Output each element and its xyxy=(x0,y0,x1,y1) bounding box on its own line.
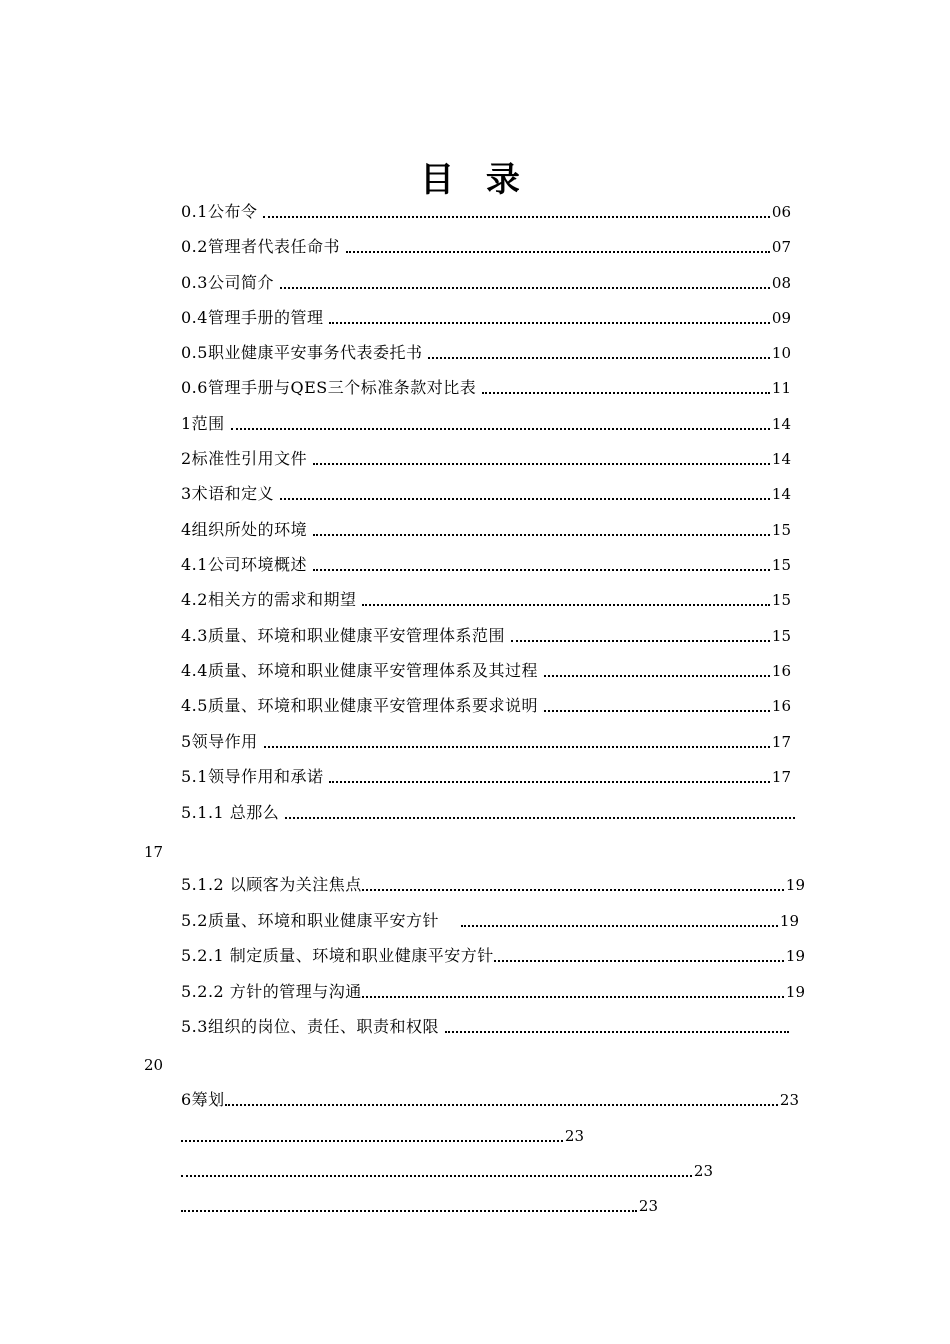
toc-entry-page: 09 xyxy=(771,309,791,327)
toc-entry[interactable] xyxy=(181,1088,799,1112)
dot-leader xyxy=(544,700,770,712)
toc-entry-label: 4.3质量、环境和职业健康平安管理体系范围 xyxy=(181,626,505,645)
toc-entry-label: 5领导作用 xyxy=(181,732,258,751)
dot-leader xyxy=(231,418,770,430)
toc-entry-page: 15 xyxy=(771,627,791,645)
toc-entry[interactable] xyxy=(181,271,791,295)
toc-entry-page: 19 xyxy=(785,876,805,894)
toc-entry-label: 4.2相关方的需求和期望 xyxy=(181,590,357,609)
dot-leader xyxy=(445,1021,789,1033)
toc-entry-page: 15 xyxy=(771,591,791,609)
toc-entry[interactable] xyxy=(181,482,791,506)
toc-entry[interactable] xyxy=(181,1015,789,1039)
dot-leader xyxy=(362,879,784,891)
toc-entry[interactable] xyxy=(181,376,791,400)
dot-leader xyxy=(264,736,770,748)
toc-entry-label: 4.1公司环境概述 xyxy=(181,555,307,574)
toc-entry-page: 14 xyxy=(771,485,791,503)
toc-entry[interactable] xyxy=(181,909,799,933)
dot-leader xyxy=(461,915,778,927)
dot-leader xyxy=(225,1094,778,1106)
dot-leader xyxy=(285,807,795,819)
toc-entry-label: 0.5职业健康平安事务代表委托书 xyxy=(181,343,423,362)
toc-entry-label: 1范围 xyxy=(181,414,225,433)
toc-entry[interactable] xyxy=(181,659,791,683)
toc-entry-label: 6筹划 xyxy=(181,1090,225,1109)
toc-entry-page: 17 xyxy=(771,768,791,786)
toc-entry-label: 0.3公司简介 xyxy=(181,273,274,292)
dot-leader xyxy=(313,524,770,536)
toc-entry[interactable] xyxy=(181,801,795,825)
toc-entry[interactable] xyxy=(181,694,791,718)
toc-entry-page: 17 xyxy=(771,733,791,751)
toc-entry-page: 17 xyxy=(144,843,164,861)
toc-entry[interactable] xyxy=(181,1124,584,1148)
toc-entry-label: 5.2.2 方针的管理与沟通 xyxy=(181,982,362,1001)
toc-entry[interactable] xyxy=(181,624,791,648)
dot-leader xyxy=(263,206,769,218)
toc-entry-page: 15 xyxy=(771,556,791,574)
dot-leader xyxy=(329,771,769,783)
toc-entry-page: 19 xyxy=(779,912,799,930)
toc-entry-label: 0.6管理手册与QES三个标准条款对比表 xyxy=(181,378,477,397)
toc-entry-page: 10 xyxy=(771,344,791,362)
toc-entry-label: 0.2管理者代表任命书 xyxy=(181,237,340,256)
toc-entry[interactable] xyxy=(181,412,791,436)
dot-leader xyxy=(181,1165,692,1177)
dot-leader xyxy=(280,277,770,289)
toc-entry-label: 5.2质量、环境和职业健康平安方针 xyxy=(181,911,439,930)
toc-entry[interactable] xyxy=(181,341,791,365)
dot-leader xyxy=(313,559,770,571)
toc-entry[interactable] xyxy=(181,873,805,897)
toc-entry-page: 23 xyxy=(638,1197,658,1215)
dot-leader xyxy=(362,594,769,606)
dot-leader xyxy=(494,950,784,962)
dot-leader xyxy=(346,241,770,253)
toc-entry-page: 23 xyxy=(779,1091,799,1109)
toc-entry[interactable] xyxy=(181,1159,713,1183)
toc-entry-label: 5.3组织的岗位、责任、职责和权限 xyxy=(181,1017,439,1036)
toc-entry-label: 4.5质量、环境和职业健康平安管理体系要求说明 xyxy=(181,696,538,715)
toc-entry-page: 16 xyxy=(771,662,791,680)
toc-entry[interactable] xyxy=(181,980,805,1004)
toc-entry-label: 5.1领导作用和承诺 xyxy=(181,767,324,786)
toc-entry[interactable] xyxy=(181,588,791,612)
toc-entry[interactable] xyxy=(181,447,791,471)
dot-leader xyxy=(181,1200,637,1212)
toc-entry-page: 23 xyxy=(693,1162,713,1180)
toc-entry-page: 20 xyxy=(144,1056,164,1074)
toc-entry[interactable] xyxy=(181,730,791,754)
toc-entry-label: 2标准性引用文件 xyxy=(181,449,308,468)
dot-leader xyxy=(181,1130,563,1142)
dot-leader xyxy=(280,488,770,500)
toc-entry-page: 11 xyxy=(771,379,791,397)
dot-leader xyxy=(482,382,770,394)
dot-leader xyxy=(329,312,769,324)
toc-entry-page: 15 xyxy=(771,521,791,539)
toc-entry-page: 07 xyxy=(771,238,791,256)
dot-leader xyxy=(428,347,769,359)
toc-entry[interactable] xyxy=(181,944,805,968)
toc-entry-page: 19 xyxy=(785,947,805,965)
toc-title: 目 录 xyxy=(420,160,530,200)
toc-entry-page: 06 xyxy=(771,203,791,221)
toc-entry-label: 0.1公布令 xyxy=(181,202,258,221)
toc-entry-label: 5.1.2 以顾客为关注焦点 xyxy=(181,875,362,894)
toc-entry[interactable] xyxy=(181,200,791,224)
toc-entry-label: 4.4质量、环境和职业健康平安管理体系及其过程 xyxy=(181,661,538,680)
toc-entry[interactable] xyxy=(181,235,791,259)
toc-entry-label: 0.4管理手册的管理 xyxy=(181,308,324,327)
toc-entry-label: 4组织所处的环境 xyxy=(181,520,308,539)
dot-leader xyxy=(313,453,770,465)
toc-entry-page: 08 xyxy=(771,274,791,292)
dot-leader xyxy=(544,665,770,677)
toc-entry-page: 19 xyxy=(785,983,805,1001)
toc-entry[interactable] xyxy=(181,765,791,789)
toc-entry[interactable] xyxy=(181,1194,658,1218)
toc-entry[interactable] xyxy=(181,553,791,577)
toc-entry-page: 14 xyxy=(771,415,791,433)
dot-leader xyxy=(511,630,770,642)
toc-entry-label: 5.1.1 总那么 xyxy=(181,803,280,822)
dot-leader xyxy=(362,986,784,998)
toc-entry-page: 16 xyxy=(771,697,791,715)
toc-entry[interactable] xyxy=(181,518,791,542)
toc-entry-page: 14 xyxy=(771,450,791,468)
toc-entry-page: 23 xyxy=(564,1127,584,1145)
toc-entry-label: 3术语和定义 xyxy=(181,484,275,503)
toc-entry-label: 5.2.1 制定质量、环境和职业健康平安方针 xyxy=(181,946,494,965)
toc-entry[interactable] xyxy=(181,306,791,330)
